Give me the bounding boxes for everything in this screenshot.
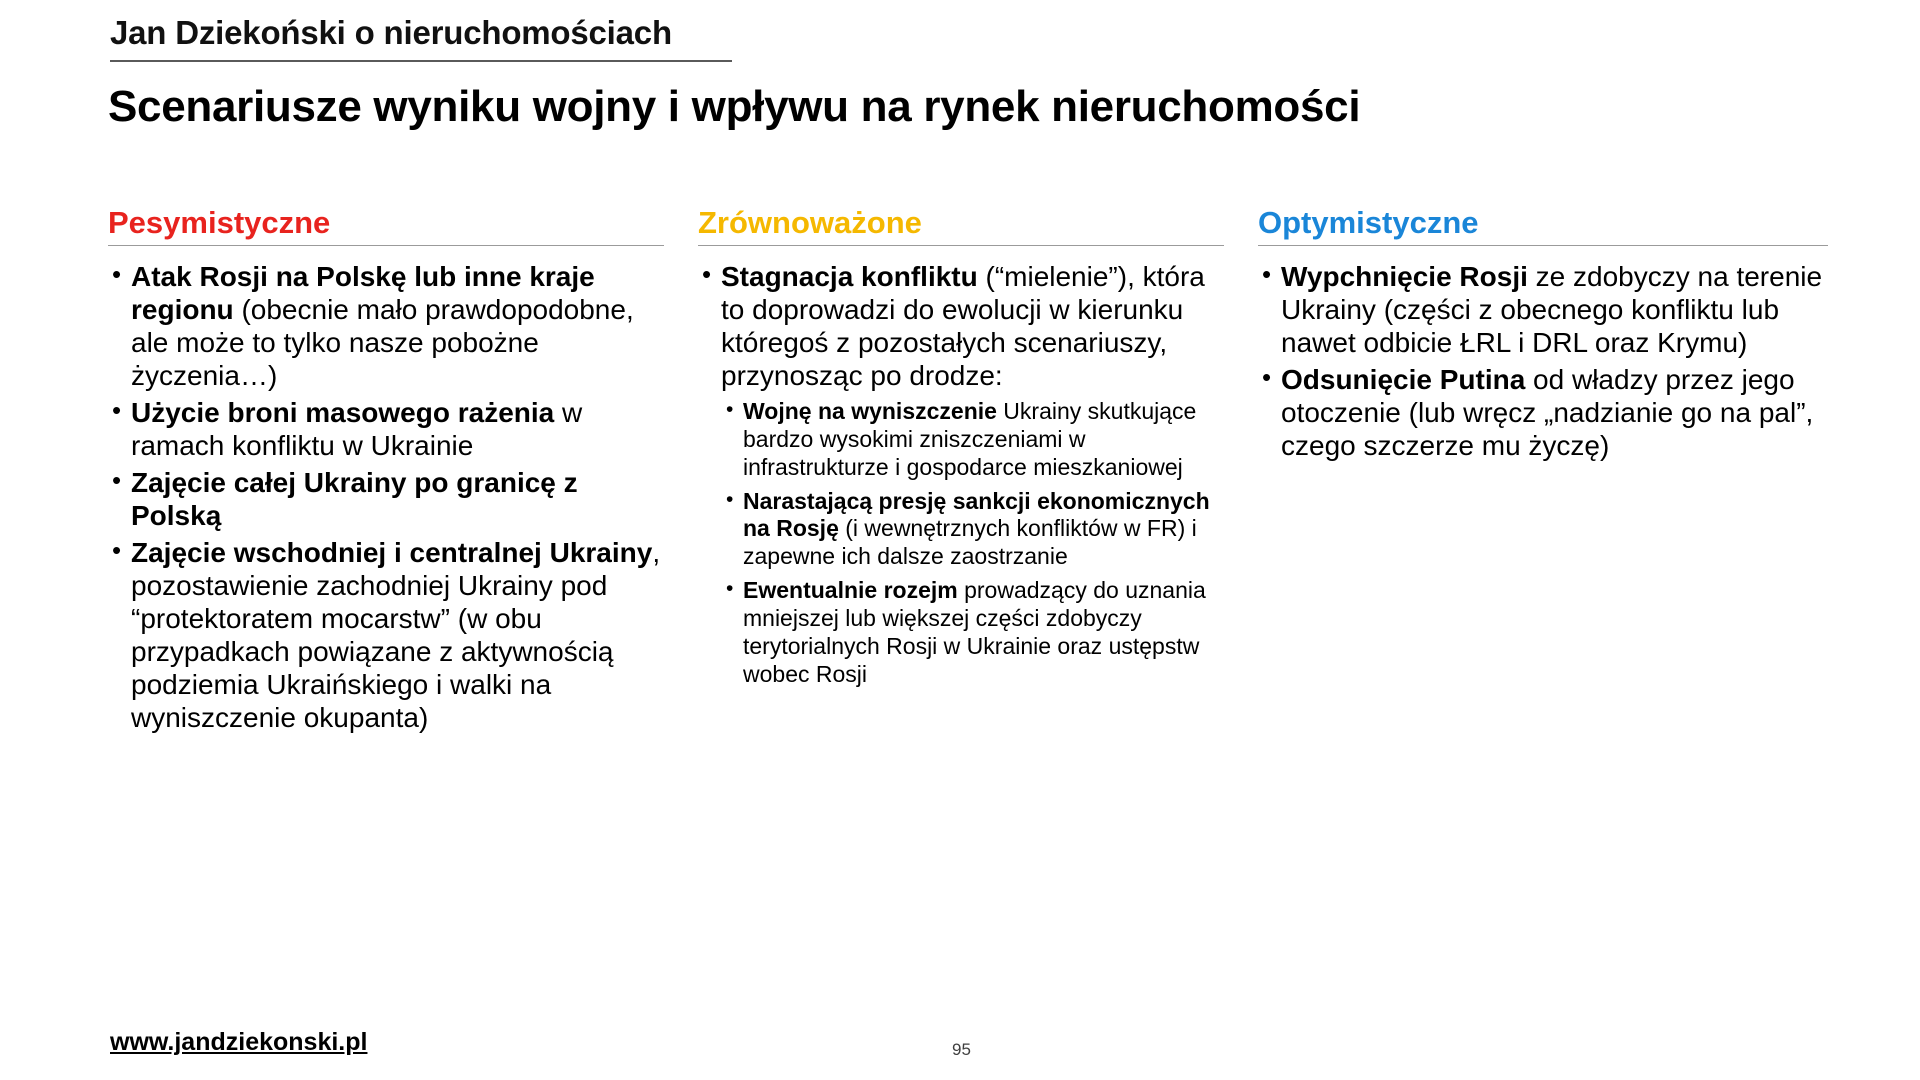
column-heading-balanced: Zrównoważone [698, 205, 922, 240]
list-item-bold: Zajęcie wschodniej i centralnej Ukrainy [131, 537, 653, 569]
list-item-bold: Odsunięcie Putina [1281, 364, 1526, 396]
website-link[interactable]: www.jandziekonski.pl [110, 1028, 368, 1056]
sub-list-item-text: prowadzący do uznania mniejszej lub większej części zdobyczy terytorialnych Rosji w Ukrainie oraz ustępstw wobec Rosji [743, 577, 1206, 687]
list-item [108, 466, 664, 532]
sub-list-item-text: Ukrainy skutkujące bardzo wysokimi zniszczeniami w infrastrukturze i gospodarce mieszkaniowej [743, 398, 1197, 480]
list-item [1258, 260, 1828, 359]
list-balanced [698, 260, 1224, 688]
sub-list-item-bold: Narastającą presję sankcji ekonomicznych na Rosję [743, 487, 1210, 542]
sub-list-item [721, 488, 1224, 571]
column-divider [108, 245, 664, 246]
page-title: Scenariusze wyniku wojny i wpływu na rynek nieruchomości [108, 82, 1361, 131]
list-item-text: ze zdobyczy na terenie Ukrainy (części z obecnego konfliktu lub nawet odbicie ŁRL i DRL oraz Krymu) [1281, 261, 1823, 359]
list-item-bold: Stagnacja konfliktu [721, 261, 978, 292]
list-optimistic [1258, 260, 1828, 462]
brand-divider [110, 60, 732, 62]
column-pessimistic [108, 205, 698, 738]
list-item [108, 260, 664, 392]
list-item-bold: Użycie broni masowego rażenia [131, 397, 555, 429]
column-balanced [698, 205, 1258, 738]
list-item [698, 260, 1224, 688]
column-heading-optimistic: Optymistyczne [1258, 205, 1479, 240]
sub-list-item-bold: Ewentualnie rozejm [743, 577, 958, 604]
list-item-bold: Zajęcie całej Ukrainy po granicę z Polską [131, 467, 578, 532]
sub-list-item-text: (i wewnętrznych konfliktów w FR) i zapewne ich dalsze zaostrzanie [743, 515, 1197, 570]
page-number: 95 [952, 1040, 971, 1059]
column-heading-pessimistic: Pesymistyczne [108, 205, 331, 240]
column-divider [698, 245, 1224, 246]
scenario-columns [108, 205, 1828, 738]
list-item-text: od władzy przez jego otoczenie (lub wręcz „nadzianie go na pal”, czego szczerze mu życzę) [1281, 364, 1814, 462]
list-item [108, 396, 664, 462]
list-item [1258, 363, 1828, 462]
list-item-text: (“mielenie”), która to doprowadzi do ewolucji w kierunku któregoś z pozostałych scenariuszy, przynosząc po drodze: [721, 261, 1205, 392]
list-pessimistic [108, 260, 664, 734]
column-divider [1258, 245, 1828, 246]
sublist-balanced [721, 398, 1224, 688]
column-optimistic [1258, 205, 1828, 738]
list-item-text: , pozostawienie zachodniej Ukrainy pod “protektoratem mocarstw” (w obu przypadkach powiązane z aktywnością podziemia Ukraińskiego i walki na wyniszczenie okupanta) [131, 537, 661, 734]
list-item-text: (obecnie mało prawdopodobne, ale może to tylko nasze pobożne życzenia…) [131, 294, 634, 392]
sub-list-item-bold: Wojnę na wyniszczenie [743, 398, 997, 425]
list-item-bold: Atak Rosji na Polskę lub inne kraje regionu [131, 261, 595, 326]
list-item [108, 536, 664, 734]
list-item-text: w ramach konfliktu w Ukrainie [131, 397, 583, 462]
sub-list-item [721, 398, 1224, 481]
sub-list-item [721, 577, 1224, 688]
brand-title: Jan Dziekoński o nieruchomościach [110, 14, 672, 51]
list-item-bold: Wypchnięcie Rosji [1281, 261, 1528, 292]
